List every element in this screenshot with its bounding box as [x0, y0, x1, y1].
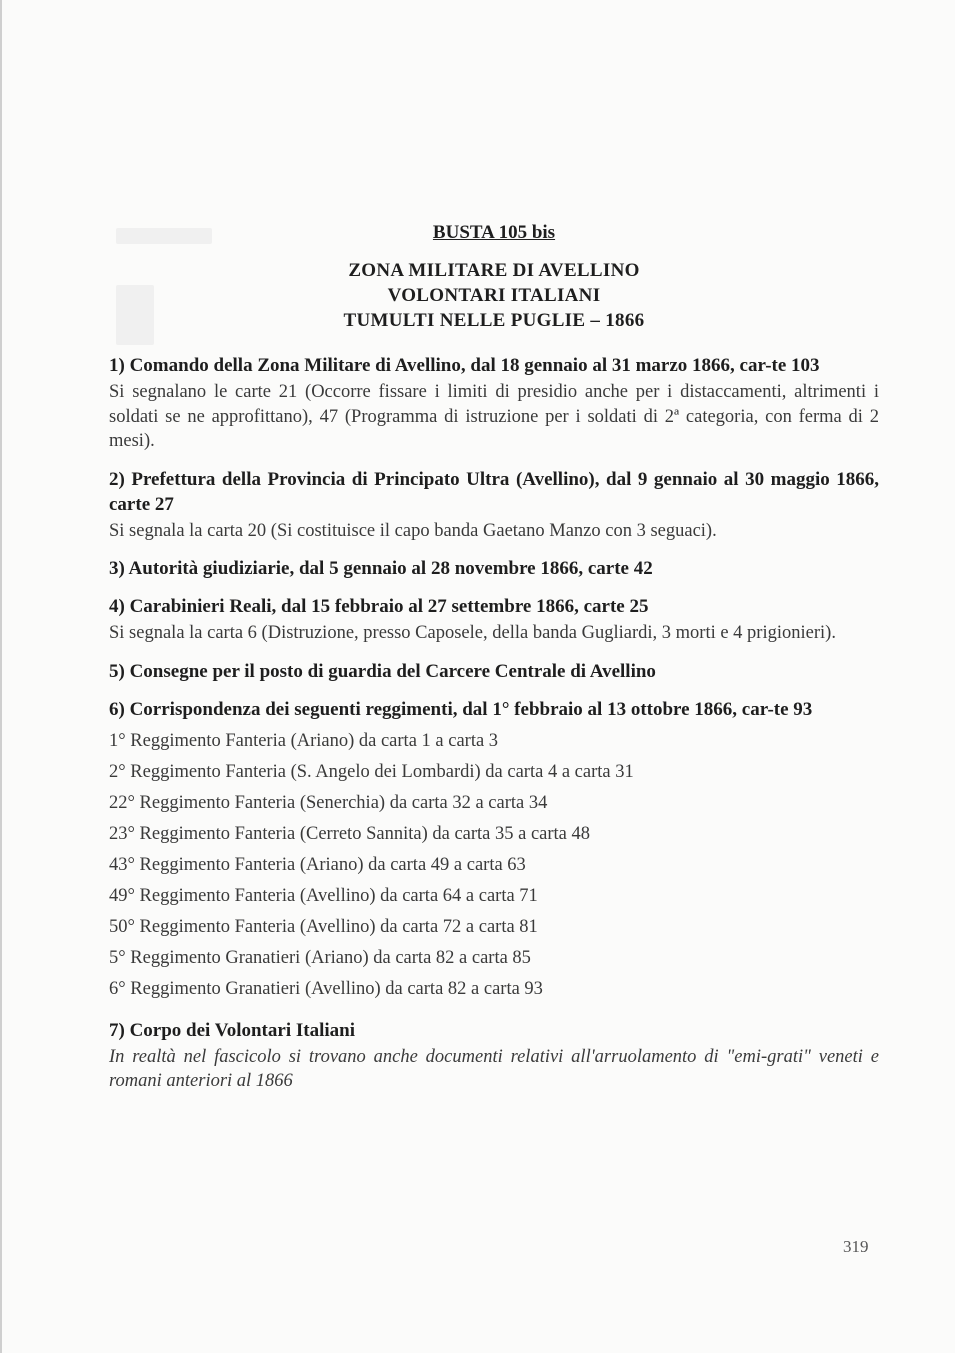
section-7: [109, 1018, 879, 1094]
subtitle-volontari: VOLONTARI ITALIANI: [387, 285, 601, 306]
section-description: Si segnala la carta 20 (Si costituisce il capo banda Gaetano Manzo con 3 seguaci).: [109, 520, 717, 541]
section-heading: 6) Corrispondenza dei seguenti reggimenti, dal 1° febbraio al 13 ottobre 1866, car-te 93: [109, 698, 813, 720]
section-2: [109, 467, 879, 544]
section-6: [109, 697, 879, 1005]
document-body: [109, 220, 879, 1107]
busta-title: BUSTA 105 bis: [432, 222, 556, 243]
section-description: Si segnalano le carte 21 (Occorre fissare i limiti di presidio anche per i distaccamenti, altrimenti i soldati se ne approfittano), 47 (Programma di istruzione per i soldati di 2ª categoria, con ferma di 2 mesi).: [109, 382, 879, 451]
regiment-item: 50° Reggimento Fanteria (Avellino) da carta 72 a carta 81: [109, 916, 538, 937]
regiment-item: 22° Reggimento Fanteria (Senerchia) da carta 32 a carta 34: [109, 792, 548, 813]
subtitle-tumulti: TUMULTI NELLE PUGLIE – 1866: [343, 310, 645, 331]
regiment-item: 6° Reggimento Granatieri (Avellino) da carta 82 a carta 93: [109, 978, 543, 999]
regiment-item: 43° Reggimento Fanteria (Ariano) da carta 49 a carta 63: [109, 854, 526, 875]
section-heading: 7) Corpo dei Volontari Italiani: [109, 1019, 355, 1041]
section-description: Si segnala la carta 6 (Distruzione, presso Caposele, della banda Gugliardi, 3 morti e 4 prigionieri).: [109, 623, 836, 643]
section-4: [109, 594, 879, 646]
regiment-item: 2° Reggimento Fanteria (S. Angelo dei Lombardi) da carta 4 a carta 31: [109, 761, 634, 782]
page-edge: [0, 0, 2, 1353]
page-number: 319: [843, 1237, 869, 1256]
section-heading: 3) Autorità giudiziarie, dal 5 gennaio al 28 novembre 1866, carte 42: [109, 558, 653, 579]
section-heading: 1) Comando della Zona Militare di Avellino, dal 18 gennaio al 31 marzo 1866, car-te 103: [109, 355, 820, 376]
section-1: [109, 353, 879, 454]
section-5: [109, 659, 879, 684]
section-heading: 2) Prefettura della Provincia di Principato Ultra (Avellino), dal 9 gennaio al 30 maggio 1866, carte 27: [109, 468, 879, 515]
regiment-list: [109, 726, 879, 1005]
section-heading: 5) Consegne per il posto di guardia del Carcere Centrale di Avellino: [109, 660, 656, 682]
regiment-item: 1° Reggimento Fanteria (Ariano) da carta 1 a carta 3: [109, 730, 499, 751]
subtitle-zona-militare: ZONA MILITARE DI AVELLINO: [348, 260, 640, 281]
regiment-item: 23° Reggimento Fanteria (Cerreto Sannita) da carta 35 a carta 48: [109, 823, 591, 844]
section-heading: 4) Carabinieri Reali, dal 15 febbraio al 27 settembre 1866, carte 25: [109, 596, 649, 617]
regiment-item: 49° Reggimento Fanteria (Avellino) da carta 64 a carta 71: [109, 885, 538, 906]
subtitle-block: [109, 258, 879, 333]
regiment-item: 5° Reggimento Granatieri (Ariano) da carta 82 a carta 85: [109, 947, 531, 968]
section-description: In realtà nel fascicolo si trovano anche documenti relativi all'arruolamento di "emi-grati" veneti e romani anteriori al 1866: [109, 1046, 879, 1091]
section-3: [109, 556, 879, 581]
